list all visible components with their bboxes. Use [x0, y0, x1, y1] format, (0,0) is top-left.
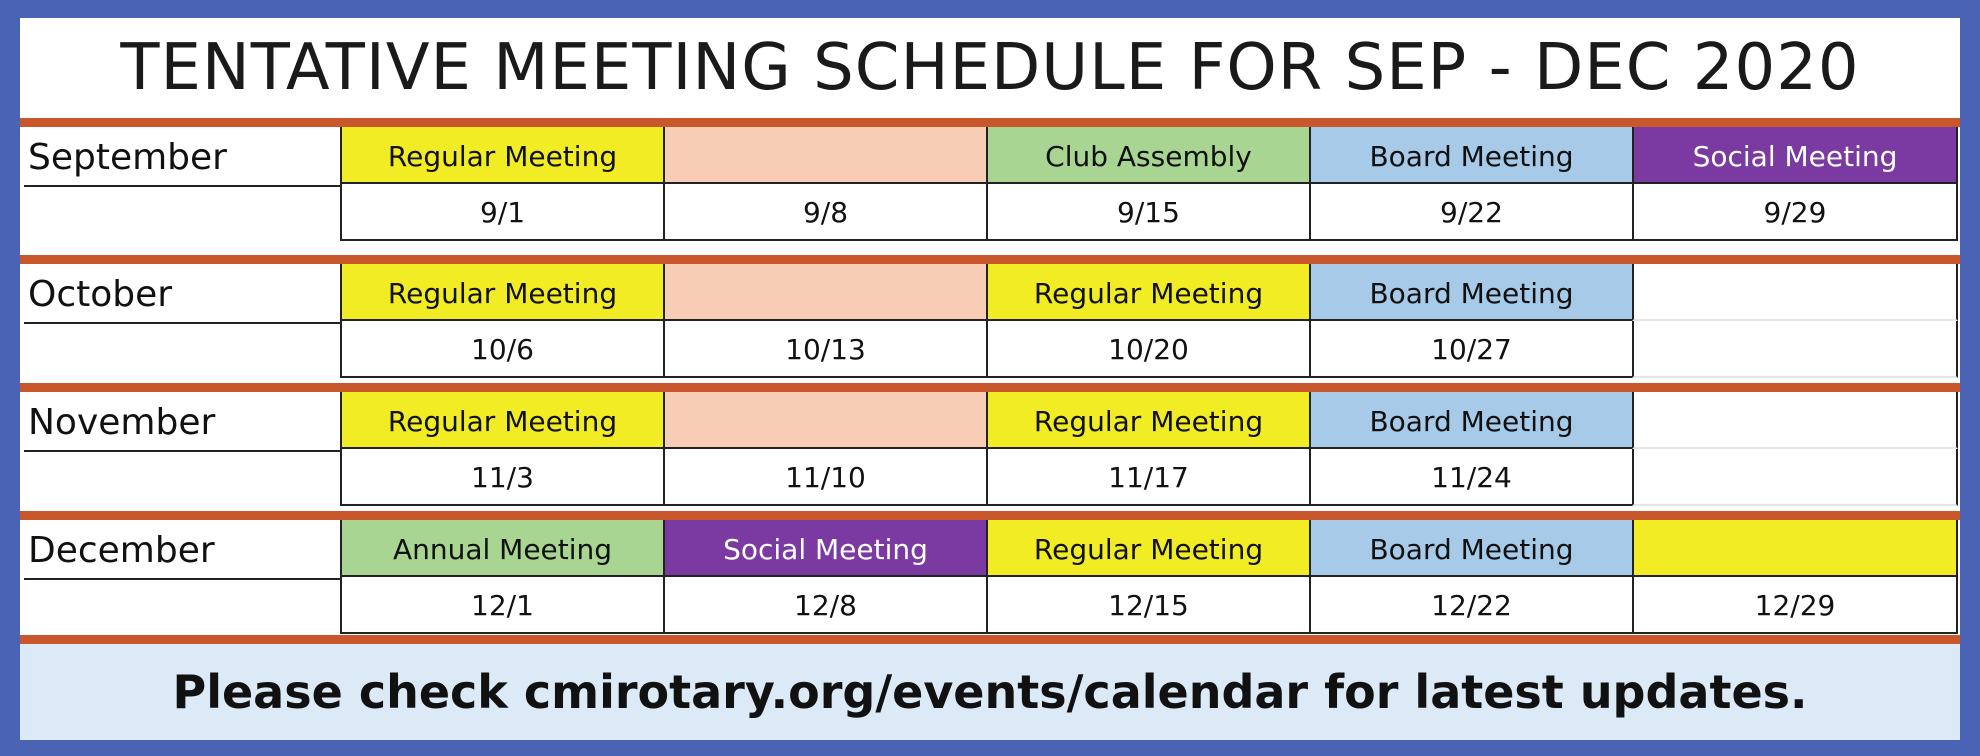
date-cell: 9/8	[663, 184, 986, 241]
event-cell: Board Meeting	[1309, 264, 1632, 321]
footer-notice: Please check cmirotary.org/events/calendar for latest updates.	[20, 644, 1960, 740]
date-cell: 11/3	[340, 449, 663, 506]
event-cell: Board Meeting	[1309, 127, 1632, 184]
date-cell: 9/22	[1309, 184, 1632, 241]
date-cell: 10/27	[1309, 321, 1632, 378]
event-cell: Social Meeting	[663, 520, 986, 577]
date-cell: 9/1	[340, 184, 663, 241]
date-cell: 11/17	[986, 449, 1309, 506]
date-cell: 9/29	[1632, 184, 1958, 241]
date-cell: 12/29	[1632, 577, 1958, 634]
month-band-november	[20, 392, 1960, 511]
divider-bar	[20, 118, 1960, 127]
event-cell: Regular Meeting	[986, 264, 1309, 321]
event-cell: Regular Meeting	[340, 264, 663, 321]
date-cell: 11/10	[663, 449, 986, 506]
event-cell: Annual Meeting	[340, 520, 663, 577]
event-cell: Regular Meeting	[986, 392, 1309, 449]
event-cell	[1632, 520, 1958, 577]
month-label: September	[24, 131, 344, 187]
event-cell: Regular Meeting	[340, 392, 663, 449]
month-label: November	[24, 396, 344, 452]
divider-bar	[20, 511, 1960, 520]
date-cell: 12/15	[986, 577, 1309, 634]
event-cell: Regular Meeting	[986, 520, 1309, 577]
event-cell	[1632, 392, 1958, 449]
date-cell	[1632, 321, 1958, 378]
month-label: December	[24, 524, 344, 580]
date-cell: 9/15	[986, 184, 1309, 241]
date-cell: 10/13	[663, 321, 986, 378]
date-cell: 10/20	[986, 321, 1309, 378]
page-title: TENTATIVE MEETING SCHEDULE FOR SEP - DEC 2020	[120, 31, 1860, 105]
event-cell: Social Meeting	[1632, 127, 1958, 184]
date-cell: 10/6	[340, 321, 663, 378]
divider-bar	[20, 383, 1960, 392]
divider-bar	[20, 255, 1960, 264]
event-cell: Club Assembly	[986, 127, 1309, 184]
month-label: October	[24, 268, 344, 324]
event-cell: Board Meeting	[1309, 520, 1632, 577]
month-band-december	[20, 520, 1960, 639]
month-band-october	[20, 264, 1960, 383]
date-cell	[1632, 449, 1958, 506]
divider-bar	[20, 635, 1960, 644]
event-cell: Board Meeting	[1309, 392, 1632, 449]
date-cell: 12/22	[1309, 577, 1632, 634]
event-cell	[1632, 264, 1958, 321]
schedule-frame	[20, 18, 1960, 740]
event-cell: Regular Meeting	[340, 127, 663, 184]
date-cell: 12/1	[340, 577, 663, 634]
event-cell	[663, 392, 986, 449]
event-cell	[663, 264, 986, 321]
date-cell: 12/8	[663, 577, 986, 634]
event-cell	[663, 127, 986, 184]
month-band-september	[20, 127, 1960, 246]
date-cell: 11/24	[1309, 449, 1632, 506]
